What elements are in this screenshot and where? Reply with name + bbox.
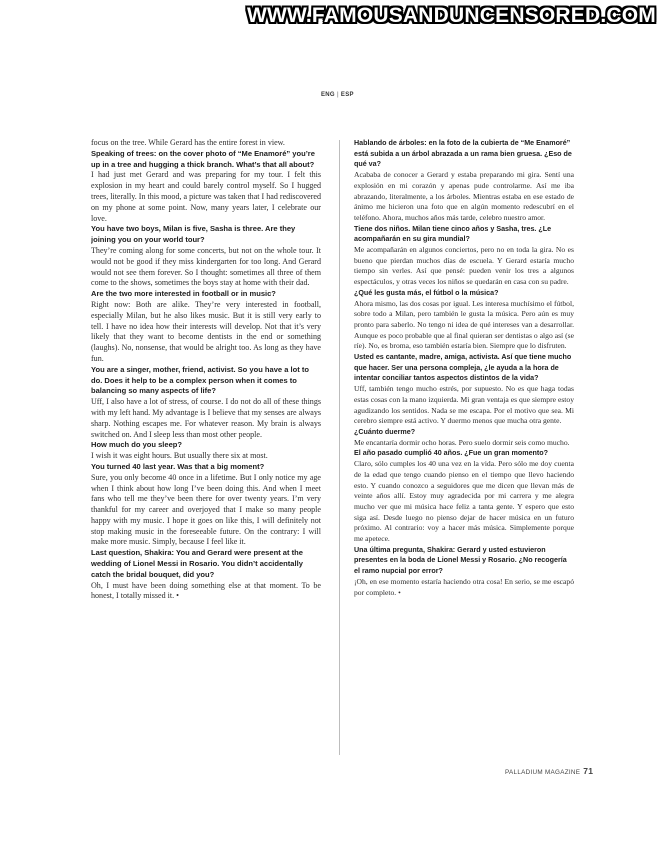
interview-answer: ¡Oh, en ese momento estaría haciendo otra cosa! En serio, se me escapó por completo. • [354,576,574,597]
interview-question: ¿Qué les gusta más, el fútbol o la música? [354,288,499,297]
interview-answer: Me encantaría dormir ocho horas. Pero suelo dormir seis como mucho. [354,437,570,447]
interview-question: Hablando de árboles: en la foto de la cubierta de “Me Enamoré” está subida a un árbol abrazada a un rama bien gruesa. ¿Eso de qué va? [354,139,572,169]
interview-answer: focus on the tree. While Gerard has the entire forest in view. [91,138,285,147]
lang-esp: ESP [340,92,354,98]
interview-answer: Me acompañarán en algunos conciertos, pero no en toda la gira. No es bueno que pierdan muchos días de escuela. Y Gerard estaría mucho tiempo sin verles. Así que pensé: pueden venir los tres a algunos espectáculos, y otras veces los niños se quedarán en casa con su padre. [354,245,574,287]
interview-question: ¿Cuánto duerme? [354,427,416,436]
interview-question: Last question, Shakira: You and Gerard were present at the wedding of Lionel Messi in Rosario. You didn’t accidentally catch the bridal bouquet, did you? [91,548,303,579]
interview-question: You are a singer, mother, friend, activist. So you have a lot to do. Does it help to be a complex person when it comes to balancing so many aspects of life? [91,364,309,396]
interview-answer: I wish it was eight hours. But usually there six at most. [91,451,268,461]
interview-answer: Oh, I must have been doing something else at that moment. To be honest, I totally missed it. • [91,580,321,601]
interview-question: You turned 40 last year. Was that a big moment? [91,461,265,471]
interview-question: Speaking of trees: on the cover photo of “Me Enamoré” you’re up in a tree and hugging a thick branch. What’s that all about? [91,148,315,169]
magazine-name: PALLADIUM MAGAZINE [505,769,581,776]
interview-answer: Uff, también tengo mucho estrés, por supuesto. No es que haga todas estas cosas con la mano izquierda. Mi gran ventaja es que siempre estoy agudizando los sentidos. Nada se me escapa. Por el motivo que sea. Mi cerebro siempre está activo. Y duermo menos que mucha otra gente. [354,384,574,426]
interview-question: Tiene dos niños. Milan tiene cinco años y Sasha, tres. ¿Le acompañarán en su gira mundial? [354,224,552,244]
interview-question: How much do you sleep? [91,440,182,450]
watermark-text: WWW.FAMOUSANDUNCENSORED.COM [246,4,656,27]
interview-question: Are the two more interested in football or in music? [91,289,276,299]
lang-eng: ENG [321,92,335,98]
interview-answer: I had just met Gerard and was preparing for my tour. I felt this explosion in my heart and could barely control myself. So I hugged trees, literally. In this mood, a picture was taken that I had rediscovered on my phone at some point. Now, many years later, I celebrate our love. [91,170,321,223]
interview-answer: Uff, I also have a lot of stress, of course. I do not do all of these things with my left hand. My advantage is I believe that my senses are always sharp. Nothing escapes me. For whatever reason. My brain is always switched on. And I sleep less than most other people. [91,397,321,439]
interview-question: Una última pregunta, Shakira: Gerard y usted estuvieron presentes en la boda de Lionel Messi y Rosario. ¿No recogería el ramo nupcial por error? [354,545,567,576]
interview-question: You have two boys, Milan is five, Sasha is three. Are they joining you on your world tour? [91,224,296,245]
page-number: 71 [583,766,594,776]
language-tags [321,92,354,98]
spanish-column [354,138,574,598]
interview-question: Usted es cantante, madre, amiga, activista. Así que tiene mucho que hacer. Ser una persona compleja, ¿le ayuda a la hora de intentar conciliar tantos aspectos distintos de la vida? [354,353,572,383]
column-divider [339,140,340,755]
english-column [91,138,321,602]
interview-question: El año pasado cumplió 40 años. ¿Fue un gran momento? [354,449,549,458]
interview-answer: Ahora mismo, las dos cosas por igual. Les interesa muchísimo el fútbol, sobre todo a Milan, pero también le gusta la música. Pero aún es muy pronto para saberlo. No tengo ni idea de qué intereses van a desarrollar. Aunque es poco probable que al final quieran ser dentistas o algo así (se ríe). No, es broma, eso también estaría bien. Siempre que lo disfruten. [354,298,574,351]
interview-answer: Right now: Both are alike. They’re very interested in football, especially Milan, but he also likes music. But it is still very early to tell. I have no idea how their interests will develop. Not that it’s very likely that they want to become dentists in the end or something (laughs). No, nonsense, that would be alright too. As long as they have fun. [91,299,321,363]
interview-answer: Acababa de conocer a Gerard y estaba preparando mi gira. Sentí una explosión en mi corazón y apenas pude controlarme. Así me iba abrazando, literalmente, a los árboles. Mientras estaba en ese estado de ánimo me hicieron una foto que en algún momento redescubrí en el teléfono. Ahora, muchos años más tarde, celebro nuestro amor. [354,170,574,222]
page-footer [505,766,593,776]
interview-answer: They’re coming along for some concerts, but not on the whole tour. It would not be good if they miss kindergarten for too long. And Gerard would not see them forever. So I thought: sometimes all three of them come to the shows, sometimes the boys stay at home with their dad. [91,245,321,288]
interview-answer: Sure, you only become 40 once in a lifetime. But I only notice my age when I think about how long I’ve been doing this. And when I meet fans who tell me they’ve been there for over twenty years. I’m very thankful for my career and overjoyed that I make so many people happy with my music. I hope it goes on like this, I will definitely not stop making music in the foreseeable future. On the contrary: I will make more music. Simply, because I feel like it. [91,472,321,547]
interview-answer: Claro, sólo cumples los 40 una vez en la vida. Pero sólo me doy cuenta de la edad que tengo cuando pienso en el tiempo que llevo haciendo esto. Y cuando conozco a seguidores que me dicen que llevan más de veinte años allí. Estoy muy agradecida por mi carrera y me alegra mucho ver que mi música hace feliz a tanta gente. Y espero que esto siga así. Desde luego no pienso dejar de hacer música en un futuro próximo. Al contrario: voy a hacer más música. Simplemente porque me apetece. [354,459,574,544]
lang-separator: | [336,92,339,98]
